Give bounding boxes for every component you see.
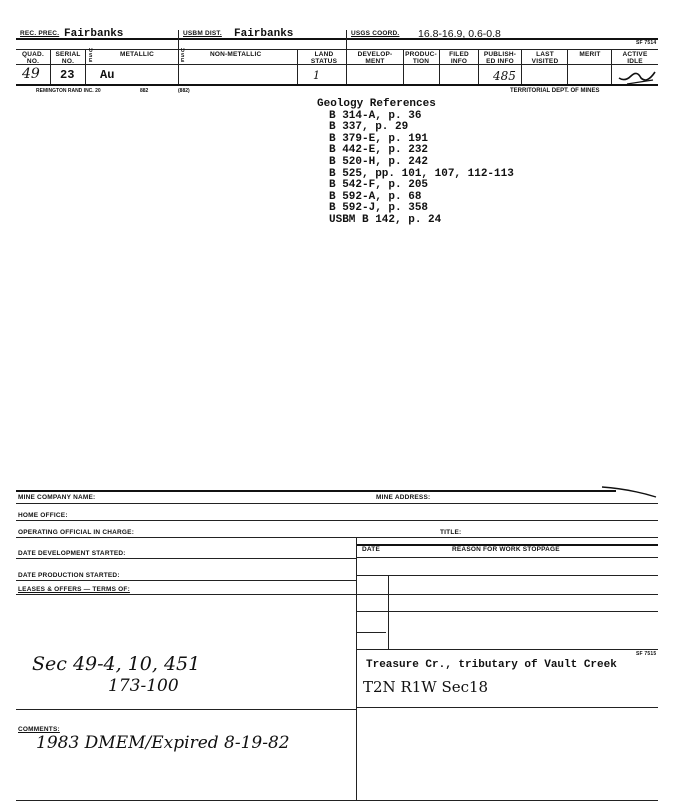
reference-item: B 337, p. 29 [329, 121, 409, 134]
reason-label: REASON FOR WORK STOPPAGE [452, 546, 560, 553]
references-title: Geology References [317, 98, 436, 110]
col-use2: U S E [181, 48, 185, 64]
reference-item: B 592-A, p. 68 [329, 190, 422, 203]
reference-item: B 442-E, p. 232 [329, 144, 429, 157]
comments-label: COMMENTS: [18, 726, 60, 733]
reference-item: B 314-A, p. 36 [329, 109, 422, 122]
date-production-label: DATE PRODUCTION STARTED: [18, 572, 120, 579]
col-nonmetallic: NON-METALLIC [210, 51, 262, 58]
geology-references [317, 99, 514, 227]
rec-prec-value: Fairbanks [64, 28, 124, 40]
date-development-label: DATE DEVELOPMENT STARTED: [18, 550, 126, 557]
form-number: SF 7514 [636, 40, 657, 46]
col-land-status: LAND STATUS [310, 51, 338, 65]
comments-hand: 1983 DMEM/Expired 8-19-82 [36, 733, 290, 753]
hand-note-1: Sec 49-4, 10, 451 [32, 653, 201, 675]
quad-value: 49 [22, 66, 40, 82]
col-serial: SERIAL NO. [55, 51, 81, 65]
reference-item: USBM B 142, p. 24 [329, 213, 442, 226]
printer-code-1: 882 [140, 88, 149, 94]
col-quad: QUAD. NO. [22, 51, 44, 65]
col-published-info: PUBLISH-ED INFO [483, 51, 517, 65]
hand-note-2: 173-100 [108, 676, 179, 696]
operating-official-label: OPERATING OFFICIAL IN CHARGE: [18, 529, 135, 536]
col-development: DEVELOP-MENT [357, 51, 393, 65]
printer-code-2: (882) [178, 88, 190, 94]
leases-label: LEASES & OFFERS — TERMS OF: [18, 586, 130, 593]
metallic-value: Au [100, 68, 115, 82]
usbm-dist-label: USBM DIST. [183, 30, 222, 37]
reference-item: B 379-E, p. 191 [329, 132, 429, 145]
active-idle-scribble-icon [617, 66, 657, 86]
usbm-dist-value: Fairbanks [234, 28, 294, 40]
form-number-2: SF 7515 [636, 651, 657, 657]
col-filed-info: FILED INFO [449, 51, 469, 65]
col-last-visited: LAST VISITED [531, 51, 559, 65]
title-label: TITLE: [440, 529, 462, 536]
references-list [317, 111, 514, 227]
location-typed: Treasure Cr., tributary of Vault Creek [366, 659, 617, 671]
land-status-value: 1 [313, 69, 320, 82]
printer-imprint: REMINGTON RAND INC. 20 [36, 88, 101, 94]
col-production: PRODUC-TION [405, 51, 437, 65]
home-office-label: HOME OFFICE: [18, 512, 68, 519]
usgs-coord-value: 16.8-16.9, 0.6-0.8 [418, 28, 501, 40]
reference-item: B 592-J, p. 358 [329, 202, 429, 215]
published-info-value: 485 [493, 69, 516, 83]
reference-item: B 520-H, p. 242 [329, 155, 429, 168]
mine-address-label: MINE ADDRESS: [376, 494, 431, 501]
col-merit: MERIT [579, 51, 601, 58]
dept-imprint: TERRITORIAL DEPT. OF MINES [510, 88, 600, 94]
location-hand: T2N R1W Sec18 [363, 678, 489, 696]
mine-company-label: MINE COMPANY NAME: [18, 494, 96, 501]
usgs-coord-label: USGS COORD. [351, 30, 400, 37]
date-label: DATE [362, 546, 381, 553]
col-use: U S E [89, 48, 93, 64]
reference-item: B 525, pp. 101, 107, 112-113 [329, 167, 514, 180]
col-metallic: METALLIC [120, 51, 154, 58]
rec-prec-label: REC. PREC. [20, 30, 60, 37]
reference-item: B 542-F, p. 205 [329, 179, 429, 192]
mine-company-flourish-icon [600, 481, 658, 499]
col-active-idle: ACTIVE IDLE [622, 51, 648, 65]
serial-value: 23 [60, 68, 75, 82]
